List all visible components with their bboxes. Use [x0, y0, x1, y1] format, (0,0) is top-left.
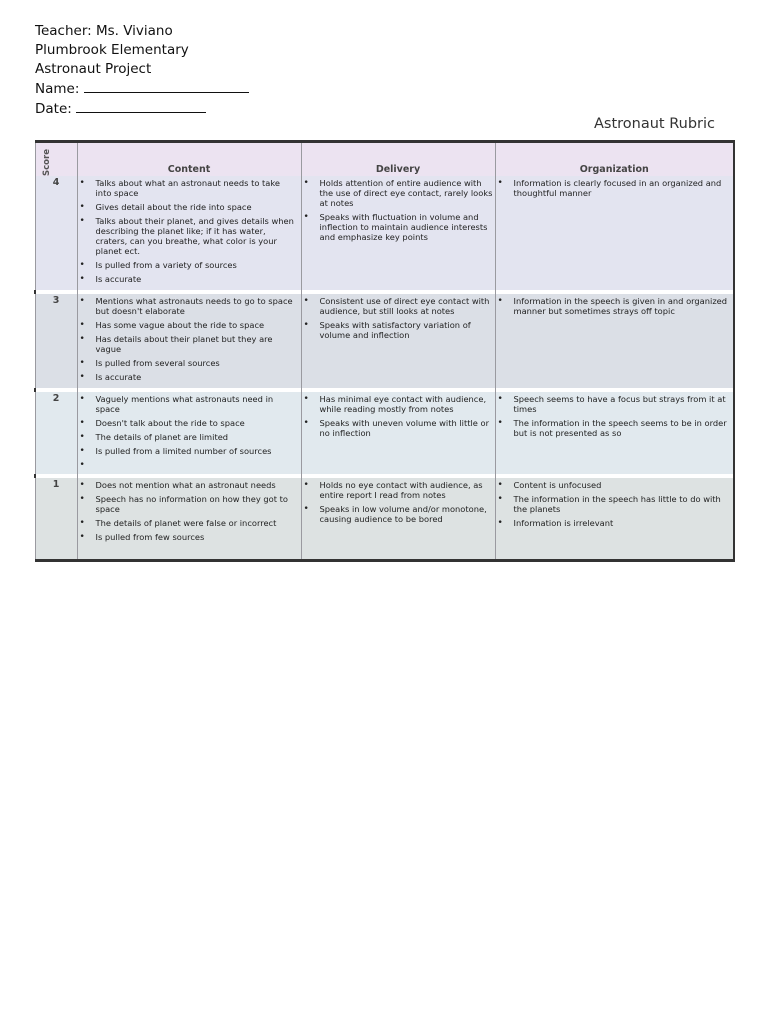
score-cell: 4 — [35, 176, 77, 290]
list-item: • Has minimal eye contact with audience, while reading mostly from notes — [302, 394, 495, 414]
name-line — [35, 79, 249, 99]
list-item: • Gives detail about the ride into space — [78, 202, 301, 212]
list-item: • Is pulled from a limited number of sources — [78, 446, 301, 456]
list-item: • Talks about their planet, and gives details when describing the planet like; if it has water, craters, can you breathe, what color is your planet ect. — [78, 216, 301, 256]
content-list — [78, 296, 301, 382]
score-header-label: Score — [41, 149, 52, 176]
content-cell — [77, 478, 301, 560]
delivery-cell — [301, 392, 495, 474]
organization-list — [496, 296, 734, 316]
content-list — [78, 178, 301, 284]
organization-cell — [495, 176, 734, 290]
list-item: • The information in the speech seems to be in order but is not presented as so — [496, 418, 734, 438]
list-item: • Is pulled from a variety of sources — [78, 260, 301, 270]
delivery-column-header: Delivery — [301, 142, 495, 177]
list-item: • Is accurate — [78, 372, 301, 382]
delivery-list — [302, 178, 495, 242]
list-item: • Is pulled from few sources — [78, 532, 301, 542]
rubric-header-row — [35, 142, 734, 177]
score-column-header — [35, 142, 77, 177]
list-item: • Has details about their planet but they are vague — [78, 334, 301, 354]
content-list — [78, 394, 301, 456]
organization-list — [496, 394, 734, 438]
organization-cell — [495, 294, 734, 388]
list-item: • Information is clearly focused in an organized and thoughtful manner — [496, 178, 734, 198]
list-item: • The details of planet were false or incorrect — [78, 518, 301, 528]
list-item: • Vaguely mentions what astronauts need in space — [78, 394, 301, 414]
content-cell — [77, 294, 301, 388]
list-item: • Consistent use of direct eye contact with audience, but still looks at notes — [302, 296, 495, 316]
list-item: • Speech seems to have a focus but strays from it at times — [496, 394, 734, 414]
rubric-title: Astronaut Rubric — [593, 116, 715, 132]
list-item: • Speaks with fluctuation in volume and inflection to maintain audience interests and emphasize key points — [302, 212, 495, 242]
document-header — [35, 22, 249, 119]
list-item: • Holds attention of entire audience with the use of direct eye contact, rarely looks at notes — [302, 178, 495, 208]
content-cell — [77, 176, 301, 290]
name-label: Name: — [35, 81, 80, 97]
list-item: • Speaks with satisfactory variation of volume and inflection — [302, 320, 495, 340]
rubric-table — [34, 140, 735, 562]
rubric-row — [35, 294, 734, 388]
list-item: • Information is irrelevant — [496, 518, 734, 528]
list-item: • Is pulled from several sources — [78, 358, 301, 368]
rubric-row — [35, 478, 734, 560]
project-line: Astronaut Project — [35, 61, 152, 77]
delivery-cell — [301, 294, 495, 388]
date-line — [35, 99, 249, 119]
date-blank — [76, 99, 206, 113]
score-cell: 3 — [35, 294, 77, 388]
score-cell: 2 — [35, 392, 77, 474]
rubric-body — [35, 176, 734, 560]
organization-list — [496, 480, 734, 528]
list-item: • The information in the speech has little to do with the planets — [496, 494, 734, 514]
organization-list — [496, 178, 734, 198]
list-item: • Does not mention what an astronaut needs — [78, 480, 301, 490]
organization-column-header: Organization — [495, 142, 734, 177]
list-item: • Information in the speech is given in and organized manner but sometimes strays off topic — [496, 296, 734, 316]
organization-cell — [495, 478, 734, 560]
list-item: • Holds no eye contact with audience, as entire report I read from notes — [302, 480, 495, 500]
list-item: • Is accurate — [78, 274, 301, 284]
list-item: • Talks about what an astronaut needs to take into space — [78, 178, 301, 198]
list-item: • Mentions what astronauts needs to go to space but doesn't elaborate — [78, 296, 301, 316]
list-item: • Speech has no information on how they got to space — [78, 494, 301, 514]
rubric-row — [35, 392, 734, 474]
content-cell — [77, 392, 301, 474]
list-item: • Has some vague about the ride to space — [78, 320, 301, 330]
list-item: • Doesn't talk about the ride to space — [78, 418, 301, 428]
delivery-cell — [301, 478, 495, 560]
list-item: • Speaks in low volume and/or monotone, causing audience to be bored — [302, 504, 495, 524]
school-line: Plumbrook Elementary — [35, 42, 189, 58]
content-column-header: Content — [77, 142, 301, 177]
date-label: Date: — [35, 101, 72, 117]
list-item: • The details of planet are limited — [78, 432, 301, 442]
organization-cell — [495, 392, 734, 474]
list-item: • Content is unfocused — [496, 480, 734, 490]
score-cell: 1 — [35, 478, 77, 560]
delivery-cell — [301, 176, 495, 290]
content-list — [78, 480, 301, 542]
teacher-line: Teacher: Ms. Viviano — [35, 23, 173, 39]
rubric-row — [35, 176, 734, 290]
list-item: • Speaks with uneven volume with little or no inflection — [302, 418, 495, 438]
name-blank — [84, 79, 249, 93]
delivery-list — [302, 480, 495, 524]
delivery-list — [302, 394, 495, 438]
delivery-list — [302, 296, 495, 340]
